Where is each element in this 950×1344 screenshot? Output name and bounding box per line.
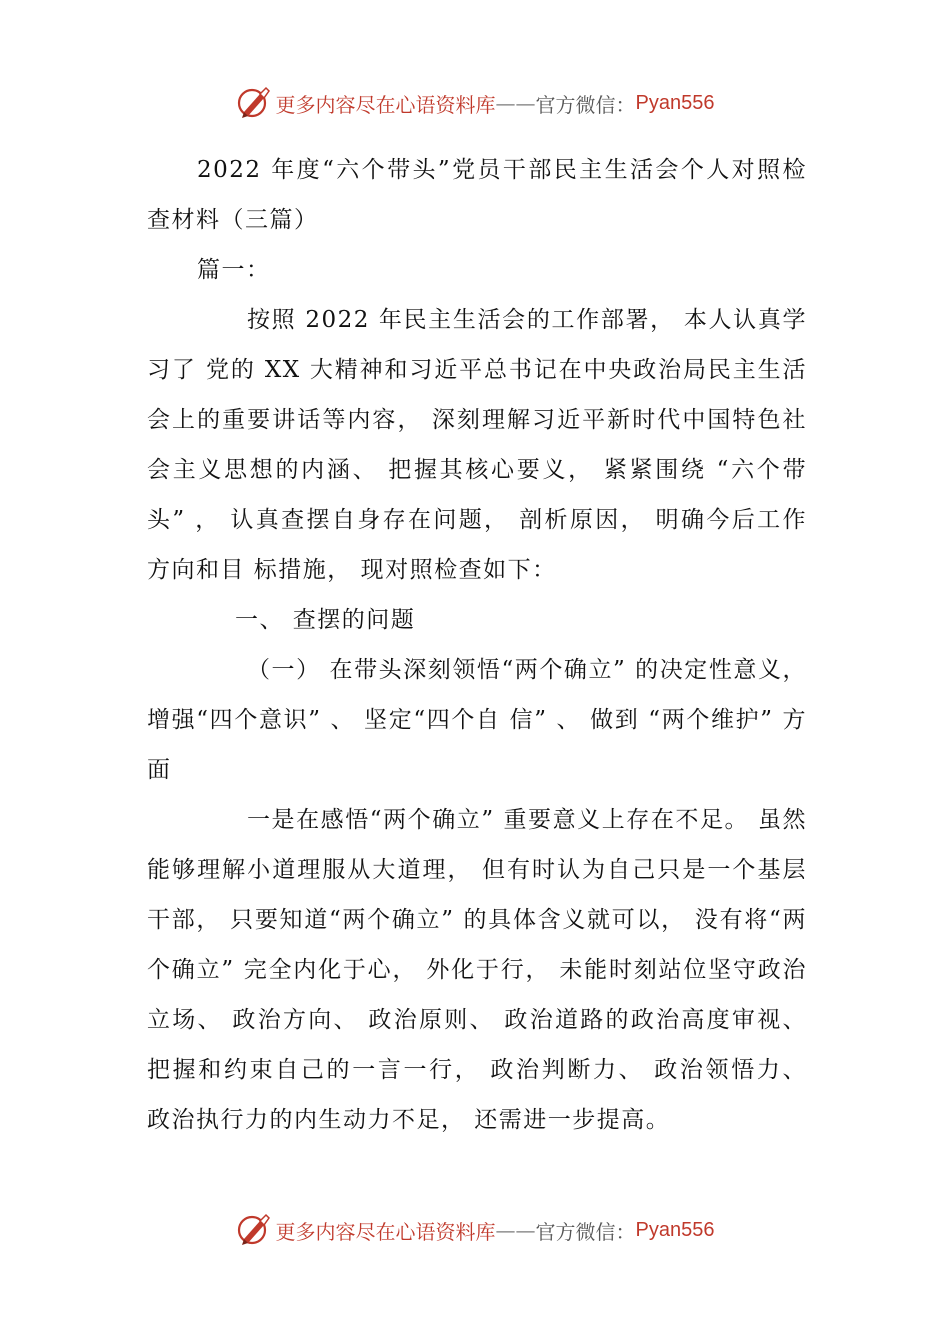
watermark-wechat-label: 官方微信： [535,1219,636,1244]
chapter-label: 篇一： [197,257,271,283]
watermark-wechat-id: Pyan556 [635,91,715,114]
pen-logo-icon [236,1212,272,1248]
watermark-site-text: 更多内容尽在心语资料库 [275,92,496,117]
pen-logo-icon [236,85,272,121]
subsection-heading: （一） 在带头深刻领悟“两个确立” 的决定性意义， 增强“四个意识” 、 坚定“四个自 信” 、 做到 “两个维护” 方面 [147,657,807,783]
watermark-site-text: 更多内容尽在心语资料库 [275,1219,496,1244]
watermark-wechat-label: 官方微信： [535,92,636,117]
document-title: 2022 年度“六个带头”党员干部民主生活会个人对照检查材料（三篇） [147,157,807,233]
body-paragraph: 一是在感悟“两个确立” 重要意义上存在不足。 虽然能够理解小道理服从大道理， 但有时认为自己只是一个基层干部， 只要知道“两个确立” 的具体含义就可以， 没有将“两个确立” 完全内化于心， 外化于行， 未能时刻站位坚守政治立场、 政治方向、 政治原则、 政治道路的政治高度审视、 把握和约束自己的一言一行， 政治判断力、 政治领悟力、 政治执行力的内生动力不足， 还需进一步提高。 [147,807,807,1133]
watermark-separator: —— [495,91,536,115]
section-heading: 一、 查摆的问题 [235,607,416,633]
watermark-wechat-id: Pyan556 [635,1218,715,1241]
watermark-banner-top [0,81,950,125]
watermark-banner-bottom [0,1208,950,1252]
document-body [147,145,807,1145]
intro-paragraph: 按照 2022 年民主生活会的工作部署， 本人认真学习了 党的 XX 大精神和习近平总书记在中央政治局民主生活会上的重要讲话等内容， 深刻理解习近平新时代中国特色社会主义思想的内涵、 把握其核心要义， 紧紧围绕 “六个带头” ， 认真查摆自身存在问题， 剖析原因， 明确今后工作方向和目 标措施， 现对照检查如下： [147,307,807,583]
watermark-separator: —— [495,1218,536,1242]
